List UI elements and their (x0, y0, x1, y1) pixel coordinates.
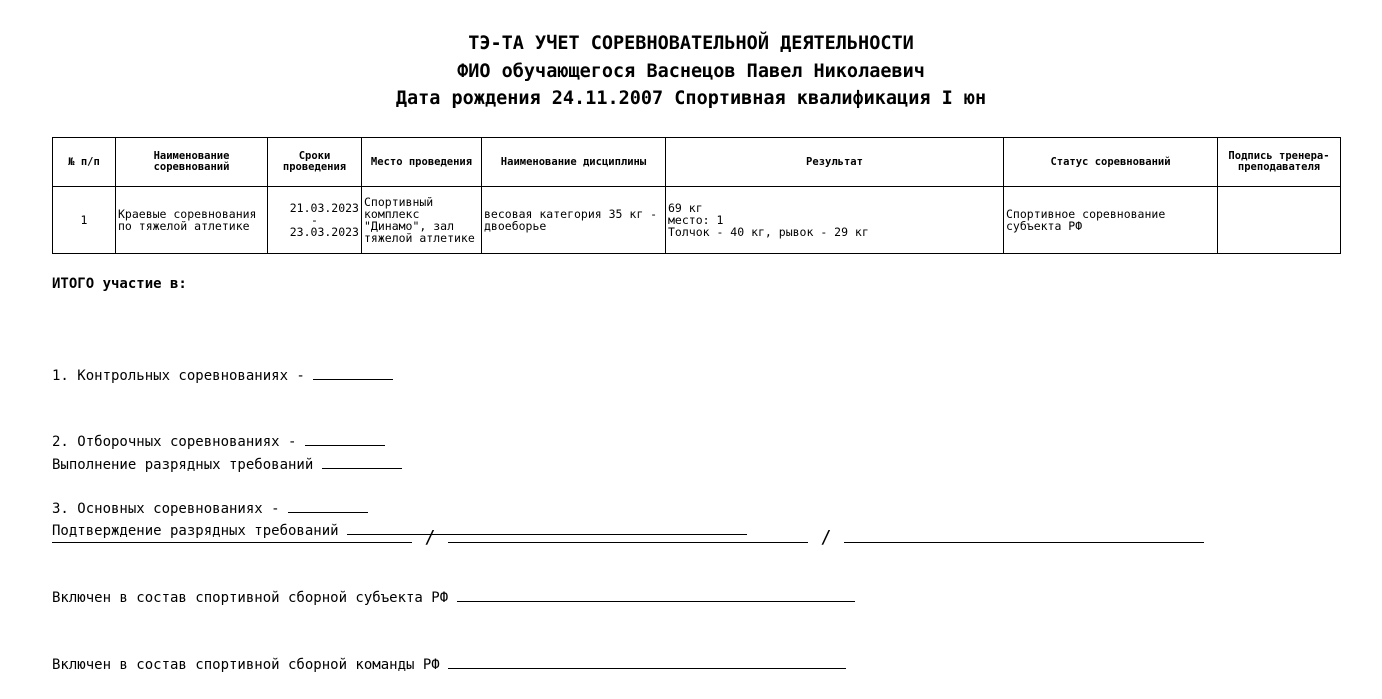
col-header-signature: Подпись тренера-преподавателя (1218, 138, 1341, 187)
table-row (53, 187, 1341, 254)
blank-line (448, 654, 846, 669)
cell-result (666, 187, 1004, 254)
col-header-status: Статус соревнований (1004, 138, 1218, 187)
date-to: 23.03.2023 (289, 225, 359, 239)
req-confirmed-label: Подтверждение разрядных требований (52, 523, 348, 540)
list-item (52, 587, 855, 609)
signature-separator-2: / (820, 527, 832, 548)
totals-title: ИТОГО участие в: (52, 276, 187, 292)
cell-number: 1 (53, 187, 116, 254)
cell-signature (1218, 187, 1341, 254)
date-separator: - (311, 213, 318, 227)
cell-status: Спортивное соревнование субъекта РФ (1004, 187, 1218, 254)
cell-place: Спортивный комплекс "Динамо", зал тяжелой атлетике (362, 187, 482, 254)
col-header-place: Место проведения (362, 138, 482, 187)
col-header-number: № п/п (53, 138, 116, 187)
list-item (52, 454, 855, 476)
blank-line (457, 587, 855, 602)
result-place: место: 1 (668, 213, 724, 227)
result-weight: 69 кг (668, 201, 703, 215)
table-header-row (53, 138, 1341, 187)
signature-blank-3 (844, 524, 1204, 543)
date-from: 21.03.2023 (289, 201, 359, 215)
document-header (0, 30, 1382, 113)
col-header-result: Результат (666, 138, 1004, 187)
birth-qualification-line: Дата рождения 24.11.2007 Спортивная квалификация I юн (395, 88, 987, 109)
competition-table (52, 137, 1341, 254)
requirements-list (52, 409, 855, 699)
totals-control-label: 1. Контрольных соревнованиях - (52, 367, 314, 384)
student-name-line: ФИО обучающегося Васнецов Павел Николаевич (457, 60, 925, 82)
blank-line (313, 365, 393, 380)
col-header-discipline: Наименование дисциплины (482, 138, 666, 187)
blank-line (322, 454, 402, 469)
col-header-dates: Сроки проведения (268, 138, 362, 187)
cell-discipline: весовая категория 35 кг - двоеборье (482, 187, 666, 254)
req-fulfilled-label: Выполнение разрядных требований (52, 456, 322, 473)
document-title: ТЭ-ТА УЧЕТ СОРЕВНОВАТЕЛЬНОЙ ДЕЯТЕЛЬНОСТИ (468, 33, 914, 54)
signature-line (52, 524, 1204, 548)
result-detail: Толчок - 40 кг, рывок - 29 кг (668, 225, 869, 239)
list-item (52, 654, 855, 676)
list-item (52, 365, 393, 387)
signature-separator-1: / (424, 527, 436, 548)
signature-blank-2 (448, 524, 808, 543)
signature-blank-1 (52, 524, 412, 543)
col-header-competition-name: Наименование соревнований (116, 138, 268, 187)
totals-selection-label: 2. Отборочных соревнованиях - (52, 434, 305, 451)
totals-main-label: 3. Основных соревнованиях - (52, 501, 289, 518)
regional-team-label: Включен в состав спортивной сборной субъекта РФ (52, 590, 457, 607)
cell-dates (268, 187, 362, 254)
national-team-label: Включен в состав спортивной сборной команды РФ (52, 657, 449, 674)
cell-competition-name: Краевые соревнования по тяжелой атлетике (116, 187, 268, 254)
